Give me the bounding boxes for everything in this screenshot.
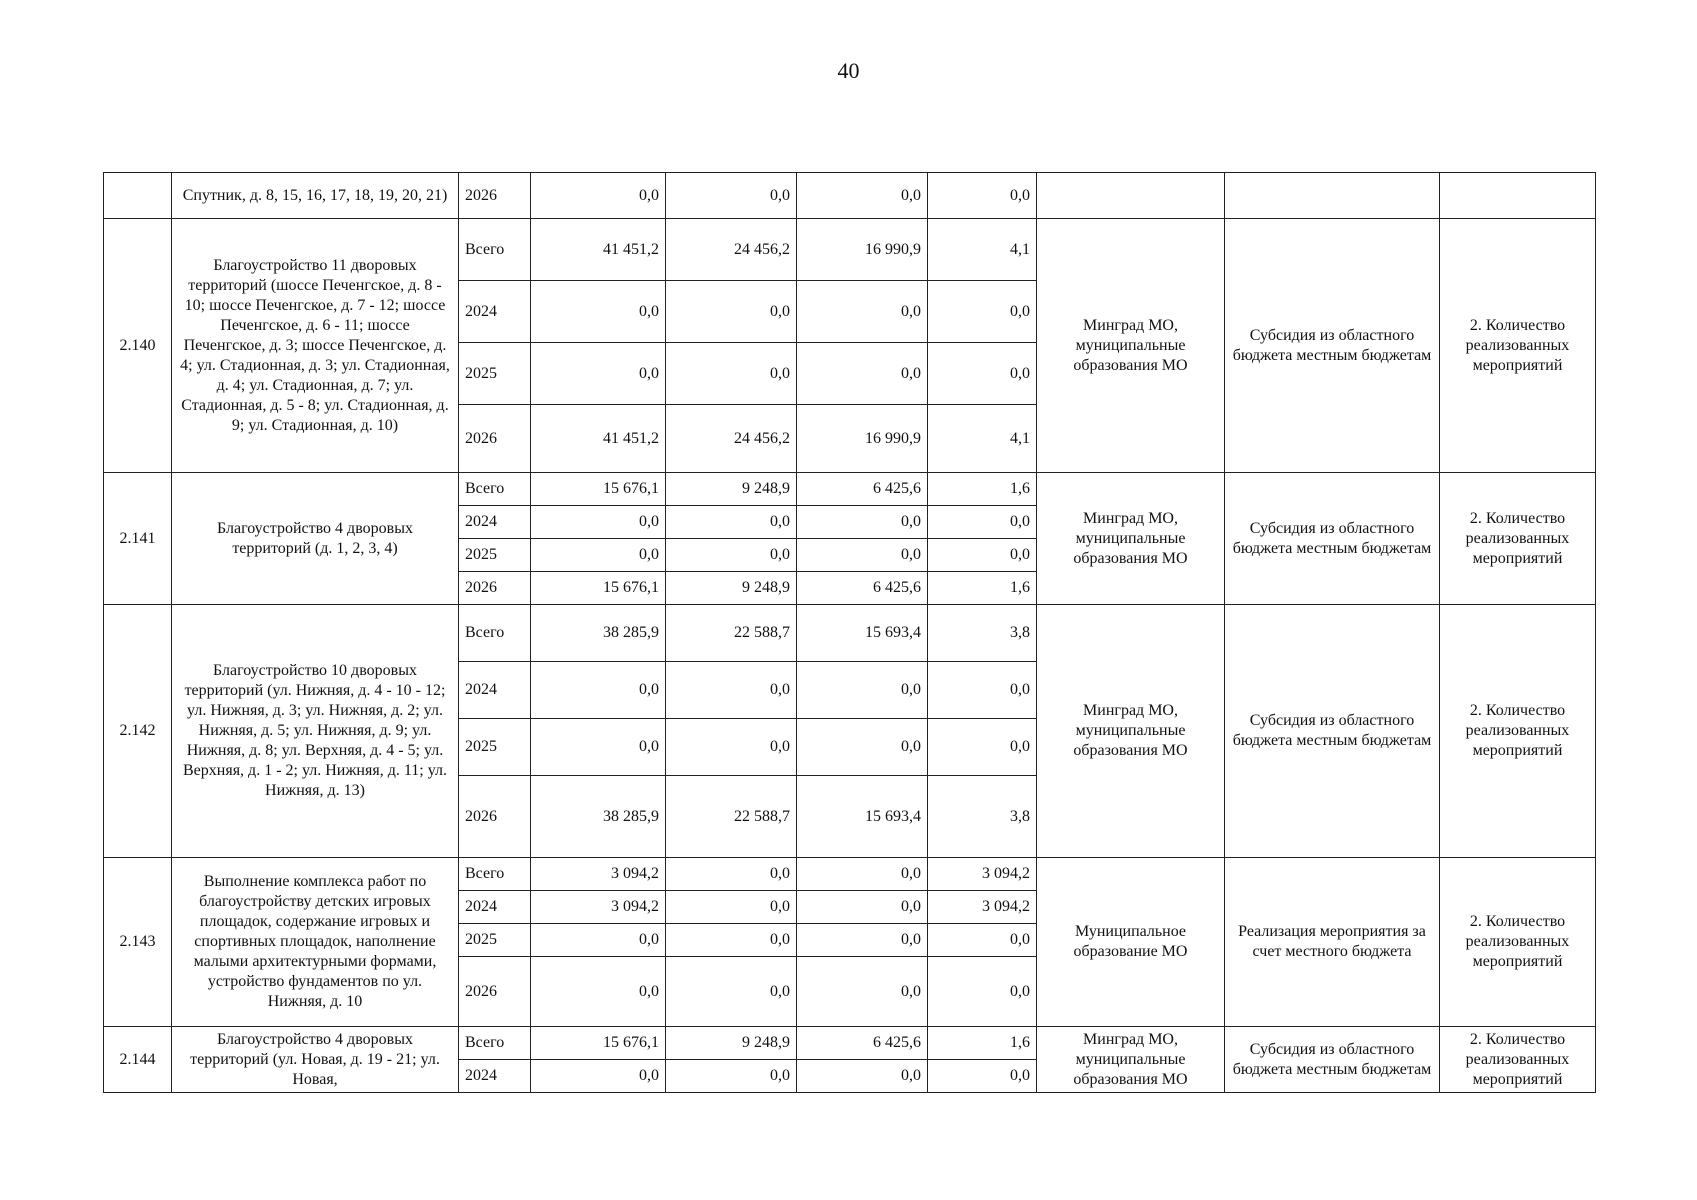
value-regional: 0,0: [797, 173, 928, 219]
table-row: [104, 173, 1596, 219]
value-local: 1,6: [928, 473, 1037, 506]
value-federal: 0,0: [666, 343, 797, 405]
item-number: 2.140: [104, 219, 172, 473]
value-local: 0,0: [928, 662, 1037, 719]
year-cell: Всего: [459, 1027, 531, 1060]
year-cell: 2025: [459, 539, 531, 572]
value-regional: 0,0: [797, 539, 928, 572]
value-regional: 16 990,9: [797, 405, 928, 473]
year-cell: 2026: [459, 776, 531, 858]
indicator-cell: [1440, 173, 1596, 219]
value-total: 0,0: [531, 539, 666, 572]
year-cell: 2024: [459, 662, 531, 719]
value-regional: 0,0: [797, 343, 928, 405]
value-total: 38 285,9: [531, 776, 666, 858]
item-description: Благоустройство 4 дворовых территорий (ул. Новая, д. 19 - 21; ул. Новая,: [172, 1027, 459, 1093]
value-regional: 6 425,6: [797, 473, 928, 506]
funding-source-cell: Субсидия из областного бюджета местным бюджетам: [1225, 219, 1440, 473]
value-regional: 0,0: [797, 1060, 928, 1093]
year-cell: 2024: [459, 891, 531, 924]
value-local: 4,1: [928, 405, 1037, 473]
indicator-cell: 2. Количество реализованных мероприятий: [1440, 219, 1596, 473]
value-local: 0,0: [928, 343, 1037, 405]
program-table: [103, 172, 1596, 1093]
value-federal: 0,0: [666, 281, 797, 343]
value-local: 0,0: [928, 506, 1037, 539]
value-total: 15 676,1: [531, 1027, 666, 1060]
value-federal: 9 248,9: [666, 1027, 797, 1060]
year-cell: 2025: [459, 343, 531, 405]
value-federal: 0,0: [666, 891, 797, 924]
value-total: 0,0: [531, 957, 666, 1027]
value-federal: 9 248,9: [666, 572, 797, 605]
year-cell: 2024: [459, 281, 531, 343]
year-cell: 2026: [459, 957, 531, 1027]
value-federal: 0,0: [666, 858, 797, 891]
value-regional: 0,0: [797, 662, 928, 719]
value-regional: 0,0: [797, 891, 928, 924]
value-regional: 0,0: [797, 281, 928, 343]
value-regional: 0,0: [797, 719, 928, 776]
funding-source-cell: Субсидия из областного бюджета местным бюджетам: [1225, 473, 1440, 605]
table-row: [104, 858, 1596, 891]
funding-source-cell: [1225, 173, 1440, 219]
table-body: [104, 173, 1596, 1093]
value-local: 3 094,2: [928, 891, 1037, 924]
indicator-cell: 2. Количество реализованных мероприятий: [1440, 858, 1596, 1027]
executor-cell: Минград МО, муниципальные образования МО: [1037, 605, 1225, 858]
value-regional: 15 693,4: [797, 776, 928, 858]
page-number: 40: [837, 58, 860, 83]
year-cell: 2025: [459, 719, 531, 776]
value-federal: 9 248,9: [666, 473, 797, 506]
table-row: [104, 605, 1596, 662]
value-total: 3 094,2: [531, 858, 666, 891]
value-local: 0,0: [928, 924, 1037, 957]
value-total: 0,0: [531, 506, 666, 539]
value-regional: 0,0: [797, 957, 928, 1027]
year-cell: 2024: [459, 506, 531, 539]
value-local: 4,1: [928, 219, 1037, 281]
value-local: 0,0: [928, 281, 1037, 343]
indicator-cell: 2. Количество реализованных мероприятий: [1440, 1027, 1596, 1093]
value-regional: 15 693,4: [797, 605, 928, 662]
value-local: 0,0: [928, 719, 1037, 776]
value-federal: 0,0: [666, 173, 797, 219]
value-regional: 0,0: [797, 858, 928, 891]
year-cell: Всего: [459, 858, 531, 891]
value-regional: 0,0: [797, 924, 928, 957]
indicator-cell: 2. Количество реализованных мероприятий: [1440, 605, 1596, 858]
value-total: 3 094,2: [531, 891, 666, 924]
value-total: 15 676,1: [531, 473, 666, 506]
value-local: 0,0: [928, 173, 1037, 219]
year-cell: Всего: [459, 473, 531, 506]
value-local: 0,0: [928, 539, 1037, 572]
value-total: 0,0: [531, 924, 666, 957]
value-total: 0,0: [531, 343, 666, 405]
value-federal: 0,0: [666, 719, 797, 776]
value-local: 0,0: [928, 1060, 1037, 1093]
executor-cell: Муниципальное образование МО: [1037, 858, 1225, 1027]
executor-cell: Минград МО, муниципальные образования МО: [1037, 1027, 1225, 1093]
value-local: 3 094,2: [928, 858, 1037, 891]
year-cell: 2026: [459, 572, 531, 605]
value-federal: 0,0: [666, 662, 797, 719]
item-description: Благоустройство 10 дворовых территорий (ул. Нижняя, д. 4 - 10 - 12; ул. Нижняя, д. 3; ул. Нижняя, д. 2; ул. Нижняя, д. 5; ул. Нижняя, д. 9; ул. Нижняя, д. 8; ул. Верхняя, д. 4 - 5; ул. Верхняя, д. 1 - 2; ул. Нижняя, д. 11; ул. Нижняя, д. 13): [172, 605, 459, 858]
year-cell: 2026: [459, 173, 531, 219]
funding-source-cell: Субсидия из областного бюджета местным бюджетам: [1225, 605, 1440, 858]
item-description: Выполнение комплекса работ по благоустройству детских игровых площадок, содержание игровых и спортивных площадок, наполнение малыми архитектурными формами, устройство фундаментов по ул. Нижняя, д. 10: [172, 858, 459, 1027]
executor-cell: Минград МО, муниципальные образования МО: [1037, 219, 1225, 473]
executor-cell: [1037, 173, 1225, 219]
value-local: 3,8: [928, 776, 1037, 858]
item-number: 2.143: [104, 858, 172, 1027]
value-federal: 22 588,7: [666, 605, 797, 662]
table-row: [104, 1027, 1596, 1060]
value-federal: 0,0: [666, 1060, 797, 1093]
executor-cell: Минград МО, муниципальные образования МО: [1037, 473, 1225, 605]
item-number: 2.144: [104, 1027, 172, 1093]
value-total: 0,0: [531, 1060, 666, 1093]
value-federal: 24 456,2: [666, 405, 797, 473]
value-local: 3,8: [928, 605, 1037, 662]
value-total: 0,0: [531, 662, 666, 719]
value-total: 15 676,1: [531, 572, 666, 605]
value-federal: 0,0: [666, 506, 797, 539]
funding-source-cell: Реализация мероприятия за счет местного бюджета: [1225, 858, 1440, 1027]
value-total: 0,0: [531, 173, 666, 219]
value-federal: 24 456,2: [666, 219, 797, 281]
value-regional: 0,0: [797, 506, 928, 539]
item-description: Благоустройство 11 дворовых территорий (шоссе Печенгское, д. 8 - 10; шоссе Печенгское, д. 7 - 12; шоссе Печенгское, д. 6 - 11; шоссе Печенгское, д. 3; шоссе Печенгское, д. 4; ул. Стадионная, д. 3; ул. Стадионная, д. 4; ул. Стадионная, д. 7; ул. Стадионная, д. 5 - 8; ул. Стадионная, д. 9; ул. Стадионная, д. 10): [172, 219, 459, 473]
funding-source-cell: Субсидия из областного бюджета местным бюджетам: [1225, 1027, 1440, 1093]
year-cell: Всего: [459, 219, 531, 281]
item-number: 2.141: [104, 473, 172, 605]
value-total: 38 285,9: [531, 605, 666, 662]
year-cell: 2025: [459, 924, 531, 957]
value-regional: 6 425,6: [797, 1027, 928, 1060]
value-federal: 0,0: [666, 539, 797, 572]
value-local: 0,0: [928, 957, 1037, 1027]
item-number: [104, 173, 172, 219]
value-local: 1,6: [928, 1027, 1037, 1060]
value-total: 0,0: [531, 719, 666, 776]
table-row: [104, 473, 1596, 506]
item-description: Спутник, д. 8, 15, 16, 17, 18, 19, 20, 21): [172, 173, 459, 219]
indicator-cell: 2. Количество реализованных мероприятий: [1440, 473, 1596, 605]
value-regional: 6 425,6: [797, 572, 928, 605]
item-description: Благоустройство 4 дворовых территорий (д. 1, 2, 3, 4): [172, 473, 459, 605]
value-federal: 0,0: [666, 957, 797, 1027]
table-row: [104, 219, 1596, 281]
value-federal: 22 588,7: [666, 776, 797, 858]
value-total: 41 451,2: [531, 219, 666, 281]
year-cell: Всего: [459, 605, 531, 662]
year-cell: 2024: [459, 1060, 531, 1093]
value-total: 41 451,2: [531, 405, 666, 473]
year-cell: 2026: [459, 405, 531, 473]
value-total: 0,0: [531, 281, 666, 343]
value-local: 1,6: [928, 572, 1037, 605]
value-federal: 0,0: [666, 924, 797, 957]
item-number: 2.142: [104, 605, 172, 858]
value-regional: 16 990,9: [797, 219, 928, 281]
